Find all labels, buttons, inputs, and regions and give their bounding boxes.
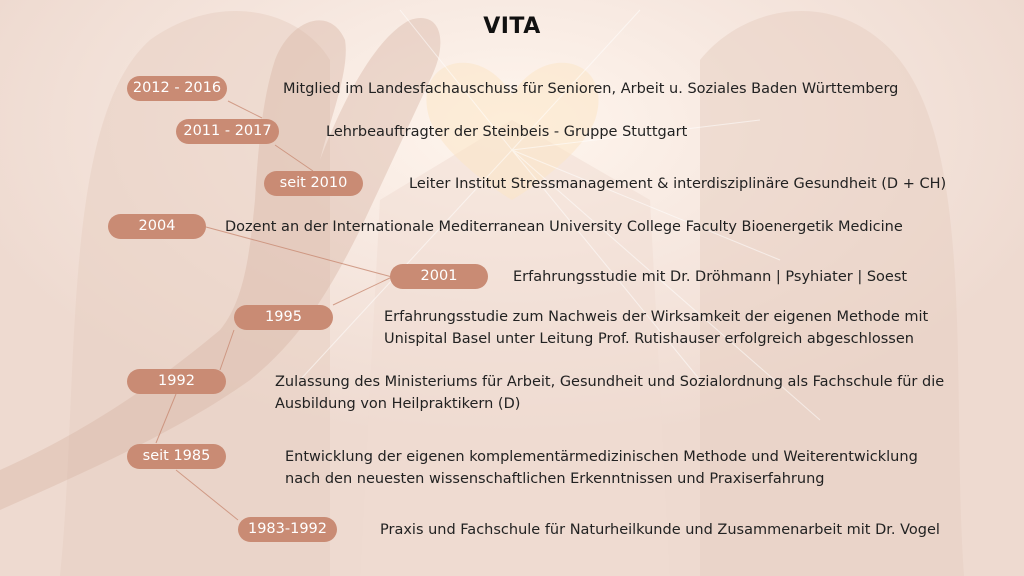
timeline-entry-line-2: nach den neuesten wissenschaftlichen Erkenntnissen und Praxiserfahrung xyxy=(285,471,825,487)
timeline-entry-text xyxy=(275,371,944,415)
timeline-entry-line-1: Zulassung des Ministeriums für Arbeit, Gesundheit und Sozialordnung als Fachschule für die xyxy=(275,374,945,390)
year-badge-seit-2010: seit 2010 xyxy=(264,171,363,196)
year-badge-seit-1985: seit 1985 xyxy=(127,444,226,469)
year-badge-2011-2017: 2011 - 2017 xyxy=(176,119,279,144)
timeline-entry-line-2: Unispital Basel unter Leitung Prof. Rutishauser erfolgreich abgeschlossen xyxy=(384,331,914,347)
year-badge-1992: 1992 xyxy=(127,369,226,394)
timeline-entry-text: Erfahrungsstudie mit Dr. Dröhmann | Psyhiater | Soest xyxy=(513,269,908,285)
year-badge-1995: 1995 xyxy=(234,305,333,330)
year-badge-2012-2016: 2012 - 2016 xyxy=(127,76,227,101)
timeline-entry-text: Leiter Institut Stressmanagement & interdisziplinäre Gesundheit (D + CH) xyxy=(409,176,947,192)
year-badge-1983-1992: 1983-1992 xyxy=(238,517,337,542)
timeline-entry-text: Dozent an der Internationale Mediterranean University College Faculty Bioenergetik Medicine xyxy=(225,219,903,235)
timeline-entry-text xyxy=(384,306,928,350)
timeline-entry-line-1: Entwicklung der eigenen komplementärmedizinischen Methode und Weiterentwicklung xyxy=(285,449,918,465)
timeline-entry-text xyxy=(285,446,918,490)
year-badge-2004: 2004 xyxy=(108,214,206,239)
timeline-entry-line-1: Erfahrungsstudie zum Nachweis der Wirksamkeit der eigenen Methode mit xyxy=(384,309,929,325)
timeline-entry-line-2: Ausbildung von Heilpraktikern (D) xyxy=(275,396,521,412)
timeline-entry-text: Praxis und Fachschule für Naturheilkunde und Zusammenarbeit mit Dr. Vogel xyxy=(380,522,940,538)
timeline-entry-text: Mitglied im Landesfachauschuss für Senioren, Arbeit u. Soziales Baden Württemberg xyxy=(283,81,899,97)
year-badge-2001: 2001 xyxy=(390,264,488,289)
timeline-entry-text: Lehrbeauftragter der Steinbeis - Gruppe Stuttgart xyxy=(326,124,688,140)
page-title: VITA xyxy=(483,14,541,39)
